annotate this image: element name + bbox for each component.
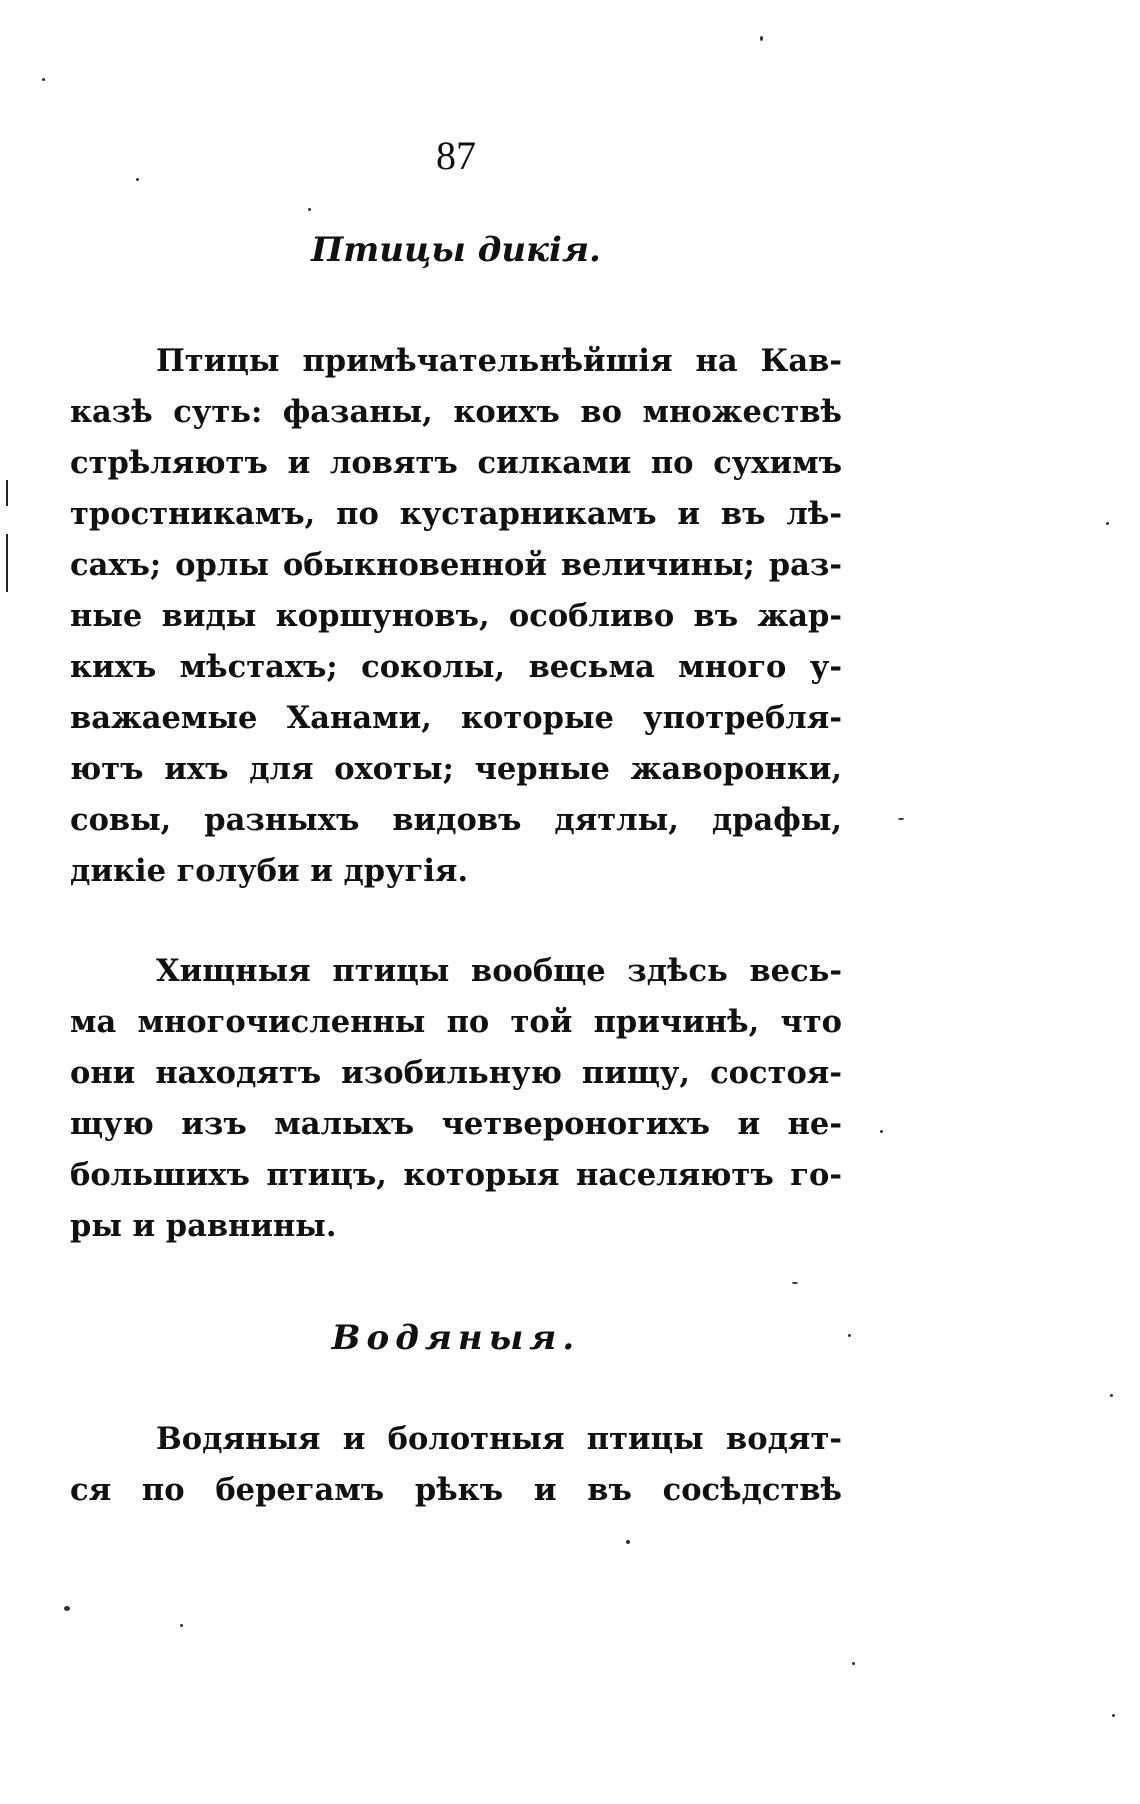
scan-speck <box>760 36 763 41</box>
text-line: тростникамъ, по кустарникамъ и въ лѣ- <box>70 496 842 532</box>
text-line: ры и равнины. <box>70 1208 337 1244</box>
scan-speck <box>626 1540 630 1544</box>
text-line: большихъ птицъ, которыя населяютъ го- <box>70 1157 842 1193</box>
text-line: Водяныя и болотныя птицы водят- <box>156 1421 842 1457</box>
scan-speck <box>848 1334 851 1337</box>
text-line: ма многочисленны по той причинѣ, что <box>70 1004 842 1040</box>
scan-speck <box>136 178 139 181</box>
scan-speck <box>308 208 311 211</box>
text-line: казѣ суть: фазаны, коихъ во множествѣ <box>70 394 842 430</box>
scan-speck <box>180 1624 183 1627</box>
scan-speck <box>880 1130 883 1133</box>
text-line: ся по берегамъ рѣкъ и въ сосѣдствѣ <box>70 1472 842 1508</box>
page-number: 87 <box>436 133 476 178</box>
scan-speck <box>792 1282 798 1284</box>
scan-speck <box>64 1606 70 1611</box>
text-line: ютъ ихъ для охоты; черные жаворонки, <box>70 751 842 787</box>
text-line: ные виды коршуновъ, особливо въ жар- <box>70 598 842 634</box>
scan-mark <box>6 534 8 592</box>
section-heading-wild-birds: Птицы дикія. <box>311 230 601 270</box>
scan-speck <box>42 78 45 81</box>
scan-speck <box>898 818 904 820</box>
text-line: стрѣляютъ и ловятъ силками по сухимъ <box>70 445 842 481</box>
paragraph-wild-birds <box>70 336 842 897</box>
scan-speck <box>1112 1714 1115 1717</box>
paragraph-birds-of-prey <box>70 946 842 1252</box>
scan-speck <box>1110 1394 1113 1397</box>
paragraph-water-birds <box>70 1414 842 1516</box>
text-line: важаемые Ханами, которые употребля- <box>70 700 842 736</box>
text-line: кихъ мѣстахъ; соколы, весьма много у- <box>70 649 842 685</box>
scan-mark <box>6 480 8 506</box>
text-line: совы, разныхъ видовъ дятлы, драфы, <box>70 802 842 838</box>
scan-speck <box>1106 522 1109 525</box>
section-heading-water-birds: Водяныя. <box>331 1318 581 1358</box>
text-line: Птицы примѣчательнѣйшія на Кав- <box>156 343 842 379</box>
text-line: они находятъ изобильную пищу, состоя- <box>70 1055 842 1091</box>
text-line: щую изъ малыхъ четвероногихъ и не- <box>70 1106 842 1142</box>
scan-speck <box>852 1662 855 1665</box>
text-line: дикіе голуби и другія. <box>70 853 469 889</box>
text-line: сахъ; орлы обыкновенной величины; раз- <box>70 547 842 583</box>
text-line: Хищныя птицы вообще здѣсь весь- <box>156 953 842 989</box>
